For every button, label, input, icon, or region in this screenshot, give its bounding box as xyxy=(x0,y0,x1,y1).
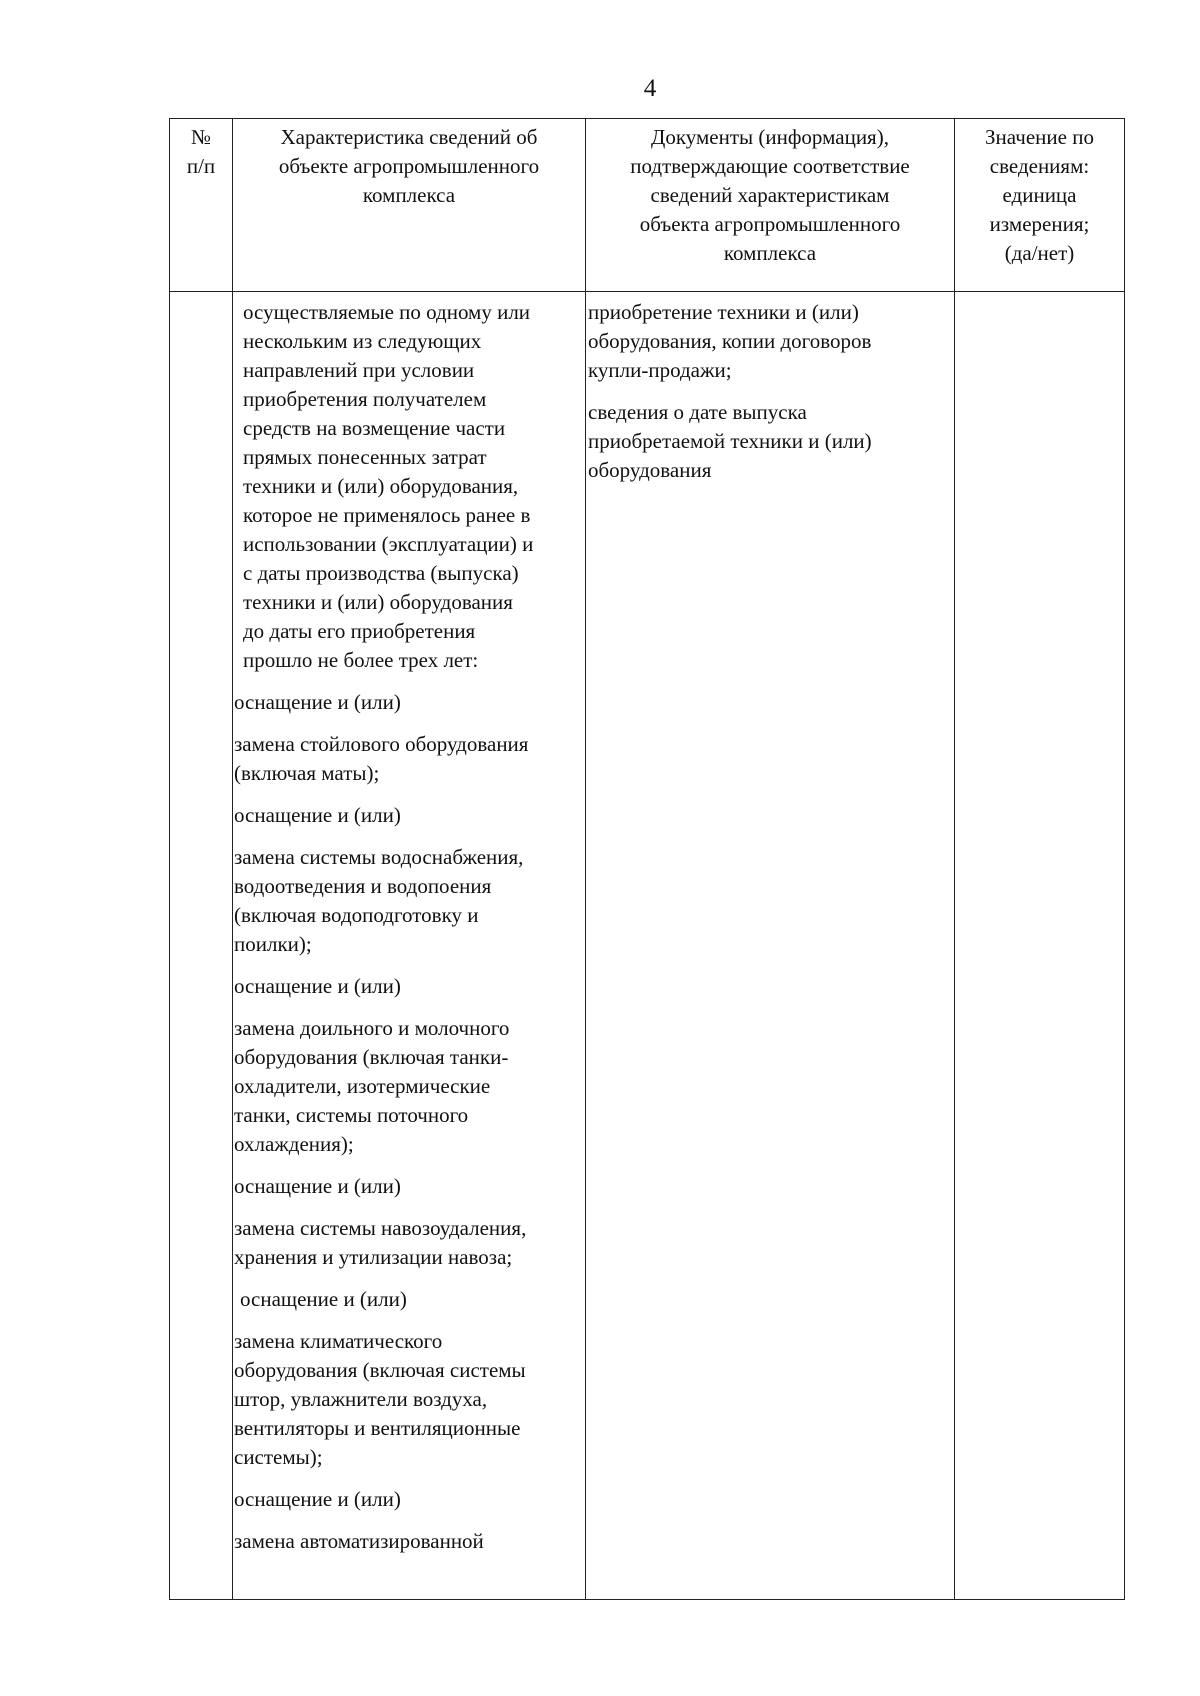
documents-line: купли-продажи; xyxy=(588,358,732,382)
header-documents-line: комплекса xyxy=(723,241,817,265)
header-characteristic-line: объекте агропромышленного xyxy=(278,154,540,178)
intro-line: прямых понесенных затрат xyxy=(243,445,487,469)
header-value-line: Значение по xyxy=(985,125,1094,149)
paragraph-line: вентиляторы и вентиляционные xyxy=(234,1416,521,1440)
paragraph-line: оснащение и (или) xyxy=(234,1487,401,1511)
paragraph-line: замена системы водоснабжения, xyxy=(234,845,524,869)
paragraph-line: замена системы навозоудаления, xyxy=(234,1216,527,1240)
characteristic-intro xyxy=(233,298,579,675)
documents-line: приобретение техники и (или) xyxy=(588,300,859,324)
header-characteristic-line: комплекса xyxy=(362,183,456,207)
intro-line: прошло не более трех лет: xyxy=(243,648,479,672)
intro-line: средств на возмещение части xyxy=(243,416,506,440)
value-cell xyxy=(955,292,1125,1600)
header-characteristic xyxy=(233,119,586,292)
header-documents-line: сведений характеристикам xyxy=(650,183,890,207)
header-value xyxy=(955,119,1125,292)
characteristic-paragraph xyxy=(233,801,579,830)
intro-line: использовании (эксплуатации) и xyxy=(243,532,534,556)
characteristic-paragraph xyxy=(233,1172,579,1201)
paragraph-line: танки, системы поточного xyxy=(234,1103,469,1127)
paragraph-line: системы); xyxy=(234,1445,323,1469)
intro-line: техники и (или) оборудования xyxy=(243,590,513,614)
header-value-line: единица xyxy=(1002,183,1077,207)
documents-line: сведения о дате выпуска xyxy=(588,400,807,424)
paragraph-line: замена климатического xyxy=(234,1329,443,1353)
paragraph-line: оснащение и (или) xyxy=(234,1174,401,1198)
characteristic-paragraph xyxy=(233,1214,579,1272)
header-number-line: № xyxy=(190,125,212,149)
characteristic-paragraph xyxy=(233,688,579,717)
header-value-line: (да/нет) xyxy=(1004,241,1075,265)
header-number-line: п/п xyxy=(186,154,216,178)
header-documents xyxy=(586,119,955,292)
header-value-line: сведениям: xyxy=(989,154,1090,178)
paragraph-line: охладители, изотермические xyxy=(234,1074,491,1098)
paragraph-line: оснащение и (или) xyxy=(240,1287,407,1311)
intro-line: направлений при условии xyxy=(243,358,475,382)
paragraph-line: поилки); xyxy=(234,932,312,956)
intro-line: которое не применялось ранее в xyxy=(243,503,531,527)
characteristic-paragraph xyxy=(233,1485,579,1514)
paragraph-line: оснащение и (или) xyxy=(234,690,401,714)
characteristic-paragraph xyxy=(233,1527,579,1556)
paragraph-line: оснащение и (или) xyxy=(234,974,401,998)
table-row xyxy=(170,292,1125,1600)
paragraph-line: замена доильного и молочного xyxy=(234,1016,510,1040)
documents-cell xyxy=(586,292,955,1600)
paragraph-line: хранения и утилизации навоза; xyxy=(234,1245,513,1269)
intro-line: техники и (или) оборудования, xyxy=(243,474,519,498)
intro-line: осуществляемые по одному или xyxy=(243,300,531,324)
paragraph-line: оборудования (включая системы xyxy=(234,1358,526,1382)
paragraph-line: охлаждения); xyxy=(234,1132,354,1156)
header-value-line: измерения; xyxy=(989,212,1090,236)
characteristic-paragraph xyxy=(233,1327,579,1472)
characteristic-paragraph xyxy=(233,1285,579,1314)
paragraph-line: водоотведения и водопоения xyxy=(234,874,492,898)
paragraph-line: замена стойлового оборудования xyxy=(234,732,529,756)
requirements-table xyxy=(169,118,1125,1600)
characteristic-paragraph xyxy=(233,972,579,1001)
paragraph-line: оборудования (включая танки- xyxy=(234,1045,509,1069)
characteristic-paragraph xyxy=(233,843,579,959)
paragraph-line: замена автоматизированной xyxy=(234,1529,484,1553)
documents-paragraph xyxy=(588,398,950,485)
page-number: 4 xyxy=(643,75,657,102)
paragraph-line: (включая маты); xyxy=(234,761,380,785)
paragraph-line: штор, увлажнители воздуха, xyxy=(234,1387,488,1411)
table-header-row xyxy=(170,119,1125,292)
documents-line: приобретаемой техники и (или) xyxy=(588,429,872,453)
intro-line: приобретения получателем xyxy=(243,387,487,411)
characteristic-paragraph xyxy=(233,1014,579,1159)
header-documents-line: Документы (информация), xyxy=(651,125,889,149)
header-characteristic-line: Характеристика сведений об xyxy=(280,125,538,149)
characteristic-cell xyxy=(233,292,586,1600)
documents-line: оборудования, копии договоров xyxy=(588,329,872,353)
header-documents-line: объекта агропромышленного xyxy=(639,212,901,236)
number-cell xyxy=(170,292,233,1600)
documents-paragraph xyxy=(588,298,950,385)
paragraph-line: оснащение и (или) xyxy=(234,803,401,827)
characteristic-paragraph xyxy=(233,730,579,788)
header-documents-line: подтверждающие соответствие xyxy=(630,154,910,178)
documents-line: оборудования xyxy=(588,458,712,482)
intro-line: до даты его приобретения xyxy=(243,619,476,643)
intro-line: нескольким из следующих xyxy=(243,329,482,353)
header-number xyxy=(170,119,233,292)
paragraph-line: (включая водоподготовку и xyxy=(234,903,479,927)
intro-line: с даты производства (выпуска) xyxy=(243,561,519,585)
